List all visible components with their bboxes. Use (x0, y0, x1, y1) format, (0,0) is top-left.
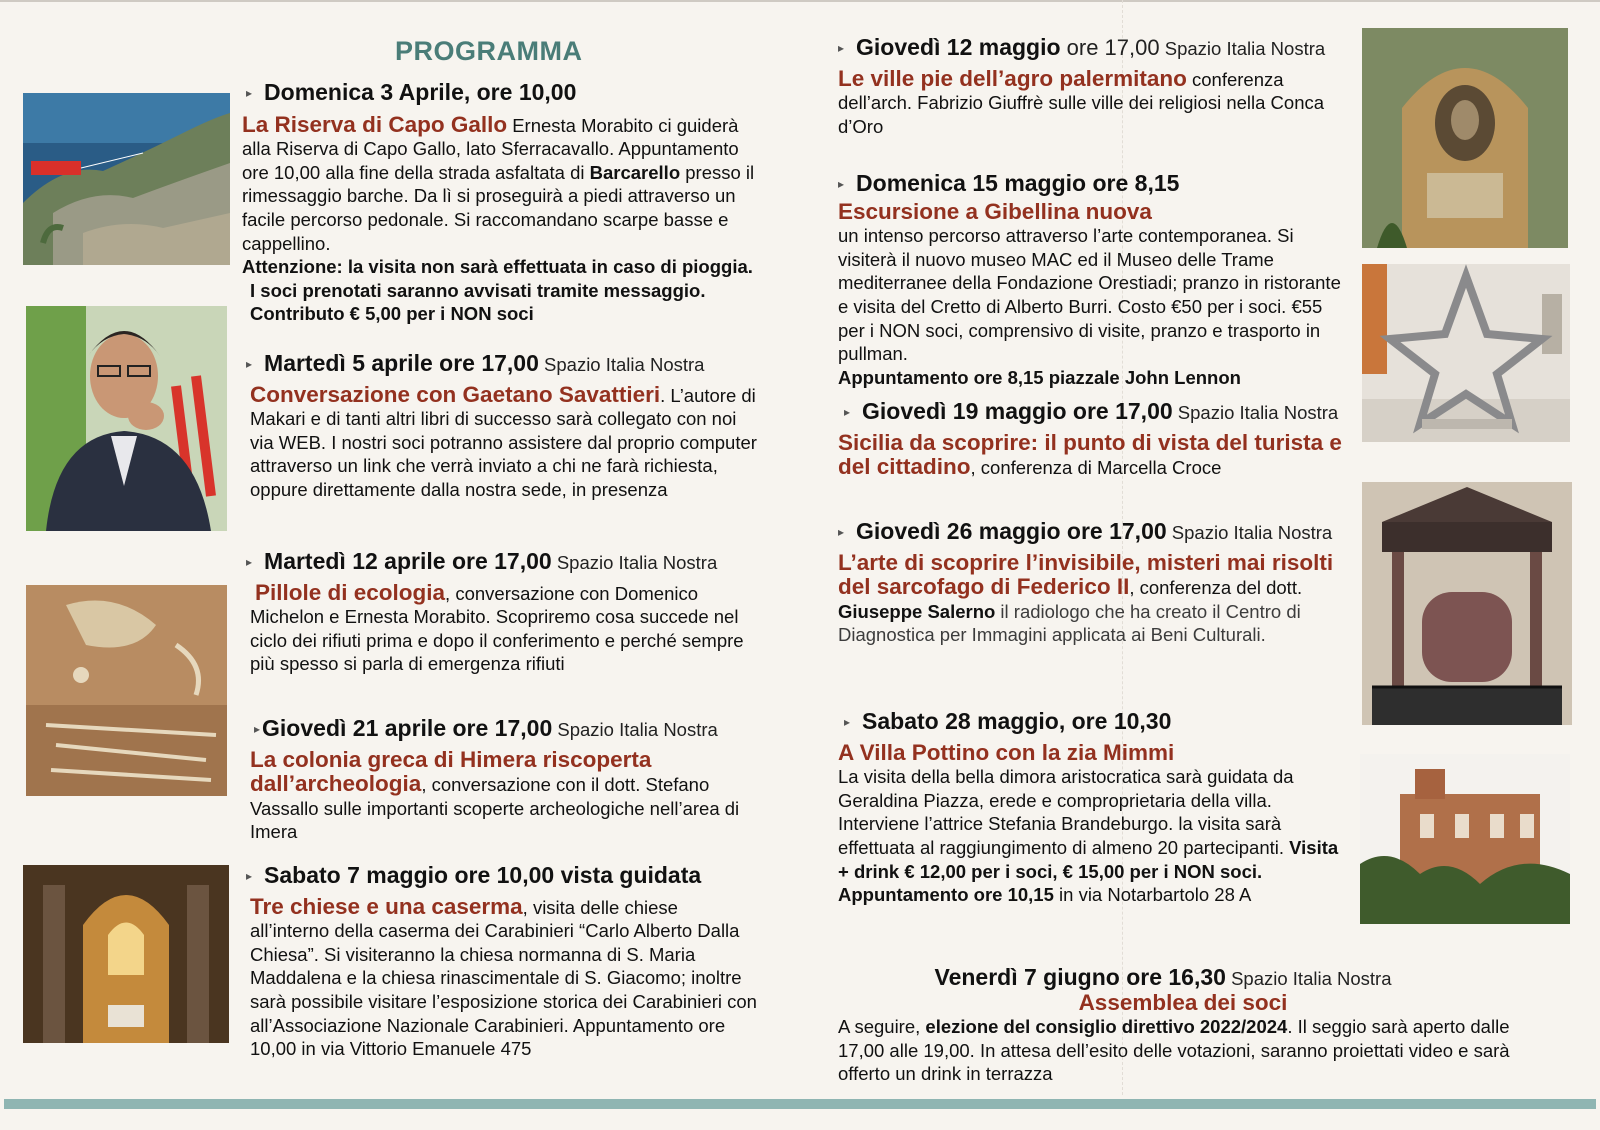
event-title: La colonia greca di Himera riscoperta dall’archeologia (250, 746, 652, 797)
event-body: A seguire, (838, 1016, 926, 1038)
event-title: Pillole di ecologia (255, 579, 446, 605)
event-ville-pie (838, 36, 1338, 138)
event-venue: Spazio Italia Nostra (557, 719, 718, 740)
event-body-bold: Visita + drink € 12,00 per i soci, € 15,00 per i NON soci. (838, 836, 1339, 882)
event-venue: Spazio Italia Nostra (556, 552, 718, 573)
museum-sculpture-photo (1362, 264, 1570, 442)
archaeology-excavation-photo (26, 585, 227, 796)
event-note-cont: in via Notarbartolo 28 A (1053, 884, 1252, 906)
event-capo-gallo (242, 81, 762, 326)
bullet-icon: ▸ (246, 357, 253, 371)
event-title: Le ville pie dell’agro palermitano (838, 65, 1187, 91)
event-venue: Spazio Italia Nostra (1164, 38, 1326, 59)
top-border (0, 0, 1600, 2)
event-title: Sicilia da scoprire: il punto di vista del turista e del cittadino (838, 429, 1342, 480)
event-title: La Riserva di Capo Gallo (242, 111, 508, 137)
event-himera (250, 717, 760, 844)
event-venue: Spazio Italia Nostra (1171, 522, 1333, 543)
event-title: L’arte di scoprire l’invisibile, misteri mai risolti del sarcofago di Federico II (838, 549, 1334, 600)
event-assemblea (838, 966, 1548, 1086)
event-time: ore 17,00 (1060, 35, 1160, 60)
event-body: La visita della bella dimora aristocratica sarà guidata da Geraldina Piazza, erede e comproprietaria della villa. Interviene l’attrice Stefania Brandeburgo. la visita sarà effettuata al raggiungimento di almeno 20 partecipanti. (838, 766, 1294, 858)
event-body-bold: Giuseppe Salerno (838, 600, 996, 622)
event-date: Martedì 5 aprile ore 17,00 (264, 350, 539, 376)
bullet-icon: ▸ (838, 525, 845, 539)
event-pillole-ecologia (246, 548, 760, 676)
event-title: Escursione a Gibellina nuova (838, 198, 1152, 224)
gaetano-savattieri-photo (26, 306, 227, 531)
event-body-cont: . Il seggio sarà aperto dalle 17,00 alle 19,00. In attesa dell’esito delle votazioni, saranno proiettati video e sarà offerto un drink in terrazza (838, 1016, 1510, 1085)
event-savattieri (246, 350, 760, 502)
event-body: , visita delle chiese all’interno della caserma dei Carabinieri “Carlo Alberto Dalla Chiesa”. Si visiteranno la chiesa normanna di S. Maria Maddalena e la chiesa rinascimentale di S. Giacomo; inoltre sarà possibile visitare l’esposizione storica dei Carabinieri con all’Associazione Nazionale Carabinieri. Appuntamento ore 10,00 in via Vittorio Emanuele 475 (250, 896, 757, 1060)
page-title: PROGRAMMA (395, 36, 583, 66)
bullet-icon: ▸ (246, 869, 253, 883)
event-body: , conferenza di Marcella Croce (970, 457, 1222, 479)
event-villa-pottino (838, 710, 1343, 907)
event-body-cont: il radiologo che ha creato il Centro di Diagnostica per Immagini applicata ai Beni Culturali. (838, 600, 1301, 646)
church-interior-photo (23, 865, 229, 1043)
event-body-bold: Barcarello (589, 161, 681, 183)
baroque-monument-photo (1362, 28, 1568, 248)
event-title: Conversazione con Gaetano Savattieri (250, 381, 661, 407)
bullet-icon: ▸ (844, 405, 851, 419)
event-date: Domenica 15 maggio ore 8,15 (856, 170, 1180, 196)
event-title: Assemblea dei soci (1078, 989, 1288, 1015)
capo-gallo-map-image (23, 93, 230, 265)
bottom-bar (4, 1099, 1596, 1109)
bullet-icon: ▸ (844, 715, 851, 729)
event-venue: Spazio Italia Nostra (1177, 402, 1339, 423)
event-body: . L’autore di Makari e di tanti altri libri di successo sarà collegato con noi via WEB. I nostri soci potranno assistere dal proprio computer attraverso un link che verrà inviato a chi ne farà richiesta, oppure direttamente dalla nostra sede, in presenza (250, 384, 757, 500)
event-date: Giovedì 26 maggio ore 17,00 (856, 518, 1167, 544)
event-venue: Spazio Italia Nostra (544, 354, 705, 375)
event-body-cont: presso il rimessaggio barche. Da lì si proseguirà a piedi attraverso un facile percorso pedonale. Si raccomandano scarpe basse e cappellino. (242, 161, 755, 254)
event-title: Tre chiese e una caserma (250, 893, 523, 919)
event-federico-ii (838, 520, 1348, 647)
bullet-icon: ▸ (838, 41, 845, 55)
event-body: , conferenza del dott. (1129, 577, 1303, 599)
event-title: A Villa Pottino con la zia Mimmi (838, 739, 1175, 765)
event-note: Appuntamento ore 8,15 piazzale John Lennon (838, 366, 1241, 388)
event-date: Giovedì 12 maggio (856, 34, 1061, 60)
event-date: Venerdì 7 giugno ore 16,30 (934, 964, 1226, 990)
event-body: Ernesta Morabito ci guiderà alla Riserva di Capo Gallo, lato Sferracavallo. Appuntamento ore 10,00 alla fine della strada asfaltata di (242, 114, 739, 183)
event-venue: Spazio Italia Nostra (1231, 968, 1392, 989)
villa-pottino-photo (1360, 754, 1570, 924)
event-note: Attenzione: la visita non sarà effettuata in caso di pioggia. I soci prenotati saranno avvisati tramite messaggio. Contributo € 5,00 per i NON soci (242, 256, 753, 325)
event-body-bold: elezione del consiglio direttivo 2022/2024 (925, 1016, 1288, 1038)
event-date: Giovedì 19 maggio ore 17,00 (862, 398, 1173, 424)
bullet-icon: ▸ (254, 722, 261, 736)
bullet-icon: ▸ (838, 177, 845, 191)
event-note: Appuntamento ore 10,15 (838, 884, 1054, 906)
event-sicilia-scoprire (838, 400, 1348, 480)
event-date: Sabato 7 maggio ore 10,00 vista guidata (264, 862, 702, 888)
bullet-icon: ▸ (246, 555, 253, 569)
event-body: , conversazione con il dott. Stefano Vassallo sulle importanti scoperte archeologiche nell’area di Imera (250, 774, 740, 843)
event-date: Domenica 3 Aprile, ore 10,00 (264, 79, 577, 105)
event-body: conferenza dell’arch. Fabrizio Giuffrè sulle ville dei religiosi nella Conca d’Oro (838, 68, 1325, 137)
event-body: , conversazione con Domenico Michelon e Ernesta Morabito. Scopriremo cosa succede nel ciclo dei rifiuti prima e dopo il conferimento e perché sempre più spesso si parla di emergenza rifiuti (250, 582, 744, 675)
sarcophagus-federico-ii-photo (1362, 482, 1572, 725)
event-tre-chiese (246, 862, 760, 1061)
event-gibellina (838, 172, 1348, 389)
event-date: Martedì 12 aprile ore 17,00 (264, 548, 552, 574)
event-body: un intenso percorso attraverso l’arte contemporanea. Si visiterà il nuovo museo MAC ed il Museo delle Trame mediterranee della Fondazione Orestiadi; pranzo in ristorante e visita del Cretto di Alberto Burri. Costo €50 per i soci. €55 per i NON soci, comprensivo di visite, pranzo e trasporto in pullman. (838, 225, 1341, 365)
event-date: Sabato 28 maggio, ore 10,30 (862, 708, 1172, 734)
event-date: Giovedì 21 aprile ore 17,00 (262, 715, 553, 741)
bullet-icon: ▸ (246, 86, 253, 100)
